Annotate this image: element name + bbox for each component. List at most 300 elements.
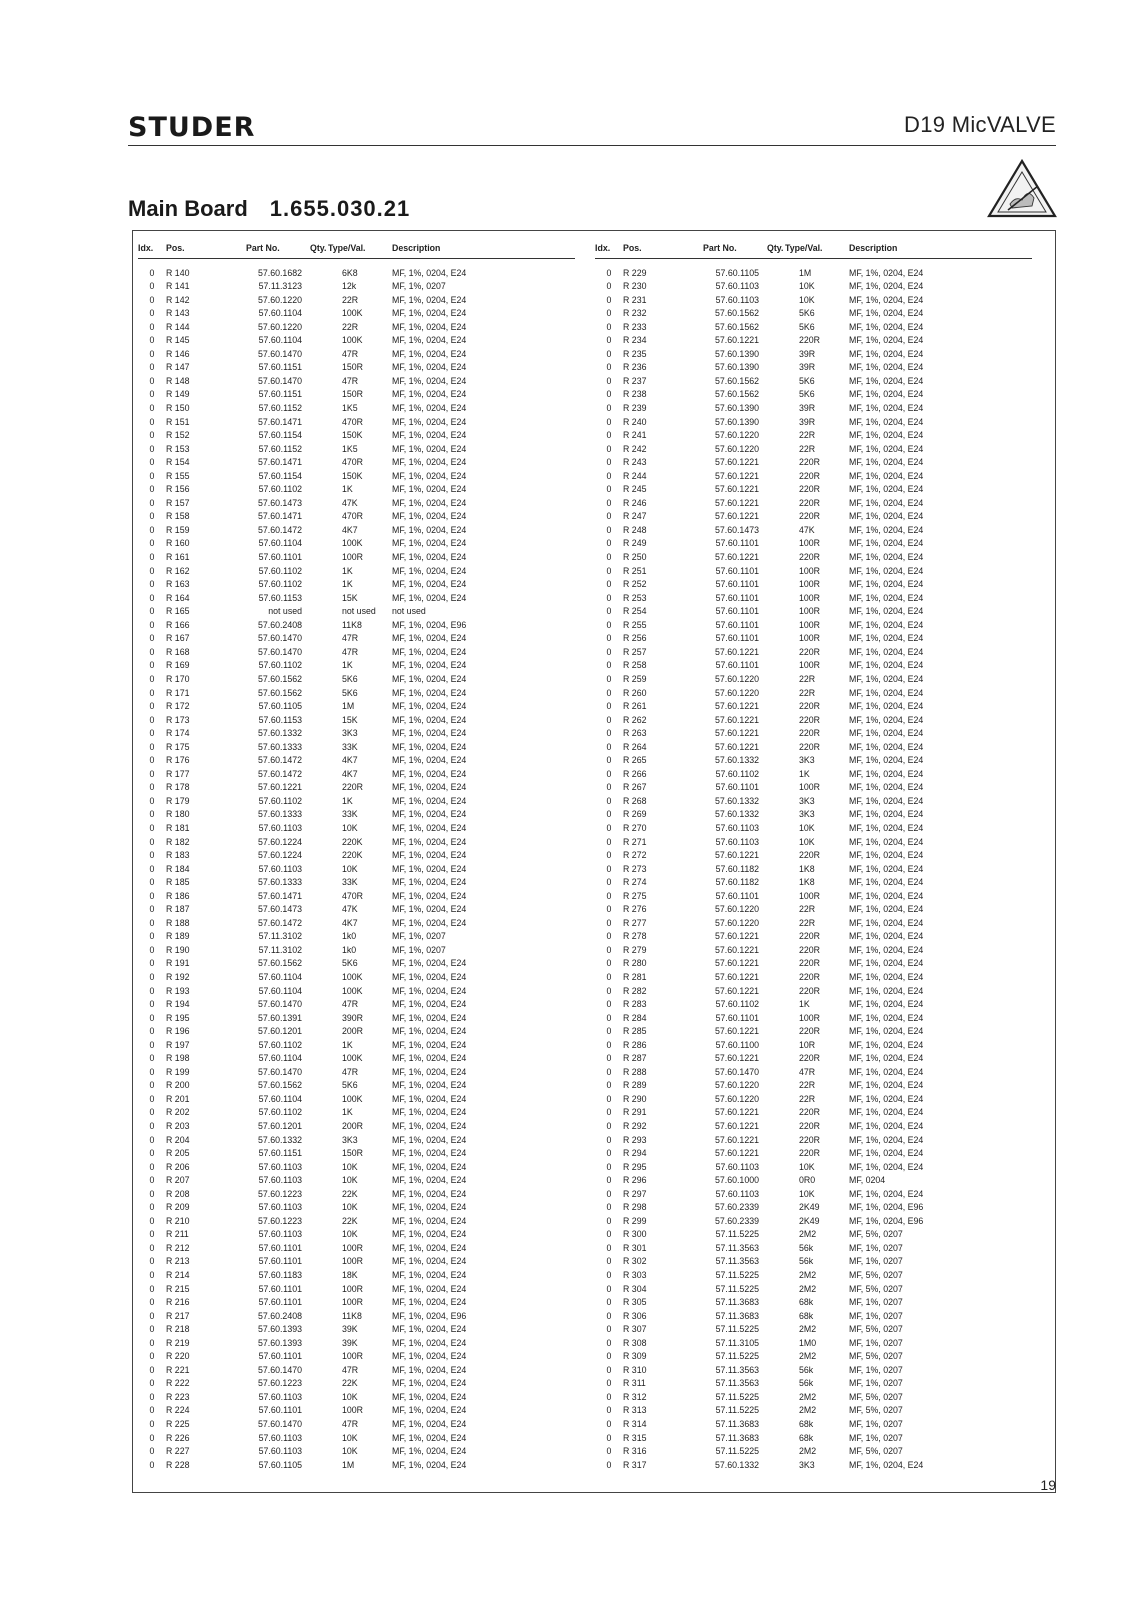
table-row bbox=[595, 863, 1032, 877]
description-cell: MF, 1%, 0204, E24 bbox=[392, 1026, 467, 1037]
type-value-cell: 3K3 bbox=[342, 1134, 358, 1145]
quantity-cell bbox=[767, 808, 785, 822]
type-value-cell: 1k0 bbox=[342, 944, 357, 955]
table-row bbox=[138, 985, 575, 999]
description-cell: MF, 1%, 0204, E24 bbox=[849, 321, 924, 332]
description-cell: MF, 1%, 0204, E24 bbox=[392, 660, 467, 671]
idx-cell: 0 bbox=[149, 782, 155, 793]
quantity-cell bbox=[310, 1391, 328, 1405]
description-cell: MF, 1%, 0204, E24 bbox=[849, 782, 924, 793]
quantity-cell bbox=[767, 700, 785, 714]
idx-cell: 0 bbox=[606, 1351, 612, 1362]
position-cell: R 275 bbox=[623, 890, 647, 901]
idx-cell: 0 bbox=[606, 877, 612, 888]
position-cell: R 224 bbox=[166, 1405, 190, 1416]
idx-cell: 0 bbox=[606, 375, 612, 386]
quantity-cell bbox=[767, 673, 785, 687]
position-cell: R 157 bbox=[166, 497, 190, 508]
part-number-cell: 57.60.1220 bbox=[257, 294, 302, 305]
position-cell: R 290 bbox=[623, 1093, 647, 1104]
idx-cell: 0 bbox=[149, 1134, 155, 1145]
part-number-cell: 57.11.5225 bbox=[715, 1324, 759, 1335]
description-cell: MF, 1%, 0204, E24 bbox=[392, 958, 467, 969]
quantity-cell bbox=[310, 1323, 328, 1337]
type-value-cell: 100R bbox=[799, 592, 821, 603]
table-row bbox=[595, 1377, 1032, 1391]
position-cell: R 264 bbox=[623, 741, 647, 752]
idx-cell: 0 bbox=[149, 619, 155, 630]
description-cell: MF, 1%, 0204, E24 bbox=[392, 1351, 467, 1362]
description-cell: MF, 1%, 0204, E24 bbox=[392, 741, 467, 752]
quantity-cell bbox=[767, 957, 785, 971]
idx-cell: 0 bbox=[606, 443, 612, 454]
idx-cell: 0 bbox=[606, 1053, 612, 1064]
idx-cell: 0 bbox=[149, 795, 155, 806]
position-cell: R 206 bbox=[166, 1161, 190, 1172]
quantity-cell bbox=[310, 808, 328, 822]
type-value-cell: 6K8 bbox=[342, 267, 358, 278]
position-cell: R 280 bbox=[623, 958, 647, 969]
idx-cell: 0 bbox=[149, 308, 155, 319]
part-number-cell: 57.11.3563 bbox=[715, 1364, 759, 1375]
description-cell: MF, 1%, 0204, E24 bbox=[849, 850, 924, 861]
quantity-cell bbox=[767, 1188, 785, 1202]
quantity-cell bbox=[767, 1066, 785, 1080]
position-cell: R 277 bbox=[623, 917, 647, 928]
idx-cell: 0 bbox=[606, 1446, 612, 1457]
position-cell: R 183 bbox=[166, 850, 190, 861]
part-number-cell: 57.60.1201 bbox=[257, 1121, 302, 1131]
position-cell: R 272 bbox=[623, 850, 647, 861]
description-cell: MF, 1%, 0204, E24 bbox=[392, 768, 467, 779]
type-value-cell: 1M bbox=[342, 1459, 355, 1470]
table-row bbox=[595, 1364, 1032, 1378]
position-cell: R 302 bbox=[623, 1256, 647, 1267]
idx-cell: 0 bbox=[606, 782, 612, 793]
type-value-cell: 39K bbox=[342, 1337, 358, 1348]
idx-cell: 0 bbox=[149, 524, 155, 535]
part-number-cell: 57.60.1103 bbox=[258, 1161, 302, 1172]
type-value-cell: 1K8 bbox=[799, 877, 815, 888]
table-row bbox=[138, 659, 575, 673]
type-value-cell: 100R bbox=[799, 606, 821, 617]
table-row bbox=[138, 402, 575, 416]
quantity-cell bbox=[310, 727, 328, 741]
position-cell: R 246 bbox=[623, 497, 647, 508]
position-cell: R 161 bbox=[166, 552, 190, 563]
quantity-cell bbox=[310, 1188, 328, 1202]
quantity-cell bbox=[767, 1039, 785, 1053]
type-value-cell: 10K bbox=[342, 863, 358, 874]
part-number-cell: 57.60.2408 bbox=[257, 619, 302, 630]
quantity-cell bbox=[767, 1093, 785, 1107]
description-cell: MF, 5%, 0207 bbox=[849, 1351, 903, 1362]
position-cell: R 160 bbox=[166, 538, 190, 549]
type-value-cell: 22R bbox=[799, 1080, 816, 1091]
part-number-cell: 57.11.3102 bbox=[258, 931, 302, 942]
position-cell: R 168 bbox=[166, 646, 190, 657]
quantity-cell bbox=[310, 646, 328, 660]
part-number-cell: 57.60.1224 bbox=[257, 850, 302, 861]
quantity-cell bbox=[767, 1432, 785, 1446]
type-value-cell: 220R bbox=[799, 511, 821, 522]
type-value-cell: 1K bbox=[342, 484, 353, 495]
part-number-cell: 57.60.1332 bbox=[714, 1459, 759, 1470]
part-number-cell: 57.60.1470 bbox=[257, 348, 302, 359]
table-row bbox=[595, 1296, 1032, 1310]
description-cell: MF, 1%, 0204, E24 bbox=[849, 1121, 924, 1131]
table-row bbox=[595, 1134, 1032, 1148]
table-row bbox=[138, 863, 575, 877]
idx-cell: 0 bbox=[149, 958, 155, 969]
table-row bbox=[138, 375, 575, 389]
col-pos-header: Pos. bbox=[166, 242, 246, 258]
idx-cell: 0 bbox=[149, 430, 155, 441]
part-number-cell: 57.60.1103 bbox=[715, 281, 759, 292]
type-value-cell: 470R bbox=[342, 416, 364, 427]
quantity-cell bbox=[310, 1120, 328, 1134]
quantity-cell bbox=[310, 795, 328, 809]
part-number-cell: 57.60.1103 bbox=[715, 1161, 759, 1172]
idx-cell: 0 bbox=[606, 985, 612, 996]
description-cell: MF, 1%, 0207 bbox=[849, 1256, 903, 1267]
position-cell: R 158 bbox=[166, 511, 190, 522]
table-row bbox=[138, 1052, 575, 1066]
part-number-cell: 57.60.1390 bbox=[714, 416, 759, 427]
type-value-cell: 10K bbox=[342, 1175, 358, 1186]
board-name: Main Board bbox=[128, 196, 248, 221]
quantity-cell bbox=[310, 1404, 328, 1418]
position-cell: R 315 bbox=[623, 1432, 647, 1443]
description-cell: MF, 1%, 0204, E24 bbox=[392, 890, 467, 901]
quantity-cell bbox=[310, 294, 328, 308]
table-row bbox=[138, 944, 575, 958]
type-value-cell: 22R bbox=[799, 1093, 816, 1104]
quantity-cell bbox=[767, 402, 785, 416]
part-number-cell: 57.60.1102 bbox=[258, 660, 302, 671]
idx-cell: 0 bbox=[149, 741, 155, 752]
table-row bbox=[138, 1255, 575, 1269]
position-cell: R 174 bbox=[166, 728, 190, 739]
idx-cell: 0 bbox=[149, 389, 155, 400]
quantity-cell bbox=[310, 985, 328, 999]
description-cell: MF, 1%, 0204, E24 bbox=[392, 457, 467, 468]
quantity-cell bbox=[767, 1377, 785, 1391]
part-number-cell: 57.60.1103 bbox=[258, 1391, 302, 1402]
type-value-cell: 22K bbox=[342, 1215, 358, 1226]
type-value-cell: 68k bbox=[799, 1432, 814, 1443]
table-row bbox=[138, 334, 575, 348]
part-number-cell: 57.60.1221 bbox=[714, 701, 759, 712]
description-cell: MF, 1%, 0204, E24 bbox=[392, 552, 467, 563]
table-row bbox=[595, 402, 1032, 416]
quantity-cell bbox=[767, 1215, 785, 1229]
quantity-cell bbox=[767, 1228, 785, 1242]
table-row bbox=[595, 998, 1032, 1012]
col-idx-header: Idx. bbox=[595, 242, 623, 258]
quantity-cell bbox=[310, 1147, 328, 1161]
idx-cell: 0 bbox=[149, 701, 155, 712]
idx-cell: 0 bbox=[149, 1364, 155, 1375]
part-number-cell: 57.60.1393 bbox=[257, 1324, 302, 1335]
quantity-cell bbox=[310, 334, 328, 348]
description-cell: MF, 1%, 0204, E24 bbox=[849, 538, 924, 549]
quantity-cell bbox=[310, 903, 328, 917]
idx-cell: 0 bbox=[149, 1310, 155, 1321]
idx-cell: 0 bbox=[149, 931, 155, 942]
quantity-cell bbox=[767, 1106, 785, 1120]
type-value-cell: 4K7 bbox=[342, 917, 358, 928]
description-cell: MF, 1%, 0204, E24 bbox=[849, 606, 924, 617]
table-row bbox=[138, 849, 575, 863]
description-cell: MF, 1%, 0204, E24 bbox=[849, 768, 924, 779]
description-cell: MF, 1%, 0204, E24 bbox=[392, 1256, 467, 1267]
quantity-cell bbox=[310, 971, 328, 985]
quantity-cell bbox=[767, 890, 785, 904]
description-cell: MF, 1%, 0204, E24 bbox=[392, 1405, 467, 1416]
idx-cell: 0 bbox=[149, 552, 155, 563]
idx-cell: 0 bbox=[149, 1012, 155, 1023]
table-row bbox=[138, 1350, 575, 1364]
quantity-cell bbox=[767, 985, 785, 999]
idx-cell: 0 bbox=[606, 403, 612, 414]
position-cell: R 258 bbox=[623, 660, 647, 671]
part-number-cell: 57.60.1471 bbox=[257, 511, 302, 522]
type-value-cell: 100K bbox=[342, 308, 363, 319]
idx-cell: 0 bbox=[606, 565, 612, 576]
part-number-cell: 57.60.1332 bbox=[714, 795, 759, 806]
position-cell: R 150 bbox=[166, 403, 190, 414]
type-value-cell: 220R bbox=[799, 741, 821, 752]
position-cell: R 254 bbox=[623, 606, 647, 617]
part-number-cell: 57.60.1221 bbox=[714, 944, 759, 955]
description-cell: MF, 1%, 0204, E24 bbox=[392, 1148, 467, 1159]
idx-cell: 0 bbox=[606, 863, 612, 874]
quantity-cell bbox=[767, 1147, 785, 1161]
quantity-cell bbox=[767, 1459, 785, 1473]
table-row bbox=[595, 687, 1032, 701]
quantity-cell bbox=[767, 258, 785, 280]
table-header-row bbox=[595, 242, 1032, 258]
description-cell: MF, 1%, 0204, E24 bbox=[849, 1093, 924, 1104]
idx-cell: 0 bbox=[149, 1215, 155, 1226]
position-cell: R 252 bbox=[623, 579, 647, 590]
description-cell: MF, 1%, 0204, E24 bbox=[392, 592, 467, 603]
table-row bbox=[595, 836, 1032, 850]
part-number-cell: 57.60.1220 bbox=[714, 1093, 759, 1104]
type-value-cell: 100R bbox=[799, 1012, 821, 1023]
table-row bbox=[595, 470, 1032, 484]
quantity-cell bbox=[310, 1215, 328, 1229]
quantity-cell bbox=[310, 1052, 328, 1066]
position-cell: R 175 bbox=[166, 741, 190, 752]
position-cell: R 310 bbox=[623, 1364, 647, 1375]
position-cell: R 147 bbox=[166, 362, 190, 373]
type-value-cell: 2M2 bbox=[799, 1229, 817, 1240]
table-row bbox=[138, 754, 575, 768]
table-row bbox=[595, 1242, 1032, 1256]
type-value-cell: 12k bbox=[342, 281, 357, 292]
table-row bbox=[138, 700, 575, 714]
part-number-cell: 57.60.1390 bbox=[714, 362, 759, 373]
idx-cell: 0 bbox=[606, 944, 612, 955]
table-row bbox=[138, 605, 575, 619]
position-cell: R 250 bbox=[623, 552, 647, 563]
type-value-cell: 220R bbox=[799, 985, 821, 996]
idx-cell: 0 bbox=[606, 728, 612, 739]
table-row bbox=[138, 808, 575, 822]
table-row bbox=[595, 1106, 1032, 1120]
part-number-cell: 57.60.1470 bbox=[257, 1364, 302, 1375]
part-number-cell: 57.60.1103 bbox=[258, 1432, 302, 1443]
position-cell: R 145 bbox=[166, 335, 190, 346]
type-value-cell: 220R bbox=[799, 470, 821, 481]
part-number-cell: 57.60.1220 bbox=[714, 687, 759, 698]
type-value-cell: 5K6 bbox=[342, 687, 358, 698]
part-number-cell: 57.60.1101 bbox=[715, 579, 759, 590]
type-value-cell: 10K bbox=[342, 1446, 358, 1457]
table-row bbox=[138, 1120, 575, 1134]
part-number-cell: 57.60.1470 bbox=[257, 633, 302, 644]
type-value-cell: 100K bbox=[342, 335, 363, 346]
position-cell: R 152 bbox=[166, 430, 190, 441]
type-value-cell: 22R bbox=[799, 443, 816, 454]
table-row bbox=[138, 1418, 575, 1432]
table-row bbox=[595, 985, 1032, 999]
col-qty-header: Qty. bbox=[310, 242, 328, 258]
part-number-cell: 57.60.1101 bbox=[258, 1351, 302, 1362]
part-number-cell: 57.60.1101 bbox=[715, 1012, 759, 1023]
position-cell: R 181 bbox=[166, 822, 190, 833]
quantity-cell bbox=[310, 1350, 328, 1364]
quantity-cell bbox=[767, 456, 785, 470]
idx-cell: 0 bbox=[606, 768, 612, 779]
quantity-cell bbox=[310, 524, 328, 538]
type-value-cell: 4K7 bbox=[342, 755, 358, 766]
quantity-cell bbox=[310, 388, 328, 402]
description-cell: MF, 1%, 0204, E24 bbox=[392, 877, 467, 888]
quantity-cell bbox=[310, 1296, 328, 1310]
idx-cell: 0 bbox=[606, 1093, 612, 1104]
idx-cell: 0 bbox=[149, 470, 155, 481]
table-row bbox=[595, 1079, 1032, 1093]
description-cell: MF, 1%, 0204, E24 bbox=[392, 1297, 467, 1308]
part-number-cell: 57.60.1220 bbox=[714, 673, 759, 684]
type-value-cell: 47R bbox=[342, 375, 359, 386]
description-cell: MF, 1%, 0204, E24 bbox=[392, 1188, 467, 1199]
type-value-cell: 5K6 bbox=[799, 308, 815, 319]
description-cell: MF, 1%, 0204, E24 bbox=[392, 497, 467, 508]
type-value-cell: 1K bbox=[799, 768, 810, 779]
part-number-cell: 57.60.1472 bbox=[257, 768, 302, 779]
type-value-cell: 56k bbox=[799, 1364, 814, 1375]
idx-cell: 0 bbox=[606, 673, 612, 684]
type-value-cell: 220R bbox=[799, 971, 821, 982]
part-number-cell: 57.60.1221 bbox=[714, 971, 759, 982]
table-row bbox=[595, 1350, 1032, 1364]
position-cell: R 314 bbox=[623, 1419, 647, 1430]
table-row bbox=[595, 754, 1032, 768]
part-number-cell: 57.11.3563 bbox=[715, 1242, 759, 1253]
idx-cell: 0 bbox=[606, 1405, 612, 1416]
type-value-cell: 10K bbox=[799, 1161, 815, 1172]
position-cell: R 182 bbox=[166, 836, 190, 847]
quantity-cell bbox=[310, 944, 328, 958]
quantity-cell bbox=[767, 605, 785, 619]
idx-cell: 0 bbox=[149, 267, 155, 278]
quantity-cell bbox=[767, 578, 785, 592]
position-cell: R 172 bbox=[166, 701, 190, 712]
part-number-cell: 57.60.1101 bbox=[715, 633, 759, 644]
part-number-cell: 57.60.1153 bbox=[258, 714, 302, 725]
table-row bbox=[595, 361, 1032, 375]
part-number-cell: 57.60.1154 bbox=[258, 430, 302, 441]
quantity-cell bbox=[310, 470, 328, 484]
position-cell: R 235 bbox=[623, 348, 647, 359]
description-cell: MF, 1%, 0204, E24 bbox=[392, 1378, 467, 1389]
table-row bbox=[595, 1323, 1032, 1337]
part-number-cell: 57.60.1473 bbox=[257, 904, 302, 915]
table-row bbox=[138, 1242, 575, 1256]
table-row bbox=[595, 1012, 1032, 1026]
type-value-cell: 150R bbox=[342, 362, 364, 373]
type-value-cell: 10K bbox=[342, 1432, 358, 1443]
table-row bbox=[138, 1432, 575, 1446]
table-row bbox=[595, 1215, 1032, 1229]
table-row bbox=[138, 483, 575, 497]
idx-cell: 0 bbox=[149, 321, 155, 332]
quantity-cell bbox=[310, 659, 328, 673]
idx-cell: 0 bbox=[606, 606, 612, 617]
quantity-cell bbox=[767, 565, 785, 579]
type-value-cell: 1K bbox=[342, 1107, 353, 1118]
table-row bbox=[595, 443, 1032, 457]
idx-cell: 0 bbox=[149, 579, 155, 590]
description-cell: MF, 1%, 0204, E24 bbox=[392, 971, 467, 982]
table-row bbox=[138, 1364, 575, 1378]
description-cell: MF, 1%, 0204, E24 bbox=[392, 687, 467, 698]
table-row bbox=[138, 592, 575, 606]
idx-cell: 0 bbox=[606, 971, 612, 982]
idx-cell: 0 bbox=[606, 308, 612, 319]
part-number-cell: 57.60.1101 bbox=[258, 552, 302, 563]
idx-cell: 0 bbox=[149, 1188, 155, 1199]
description-cell: MF, 1%, 0204, E24 bbox=[849, 890, 924, 901]
quantity-cell bbox=[310, 1201, 328, 1215]
quantity-cell bbox=[767, 1283, 785, 1297]
position-cell: R 193 bbox=[166, 985, 190, 996]
quantity-cell bbox=[767, 1404, 785, 1418]
idx-cell: 0 bbox=[149, 1080, 155, 1091]
type-value-cell: 220R bbox=[799, 1121, 821, 1131]
idx-cell: 0 bbox=[149, 1039, 155, 1050]
description-cell: MF, 1%, 0204, E24 bbox=[392, 294, 467, 305]
part-number-cell: 57.60.1221 bbox=[714, 457, 759, 468]
table-row bbox=[138, 388, 575, 402]
description-cell: MF, 1%, 0207 bbox=[849, 1242, 903, 1253]
description-cell: MF, 1%, 0204, E24 bbox=[849, 944, 924, 955]
type-value-cell: 150R bbox=[342, 1148, 364, 1159]
description-cell: MF, 1%, 0204, E24 bbox=[392, 1446, 467, 1457]
type-value-cell: 220R bbox=[799, 552, 821, 563]
position-cell: R 159 bbox=[166, 524, 190, 535]
quantity-cell bbox=[767, 714, 785, 728]
description-cell: MF, 1%, 0204, E24 bbox=[849, 375, 924, 386]
idx-cell: 0 bbox=[149, 1242, 155, 1253]
part-number-cell: 57.11.5225 bbox=[715, 1391, 759, 1402]
type-value-cell: 22R bbox=[799, 904, 816, 915]
quantity-cell bbox=[310, 1364, 328, 1378]
